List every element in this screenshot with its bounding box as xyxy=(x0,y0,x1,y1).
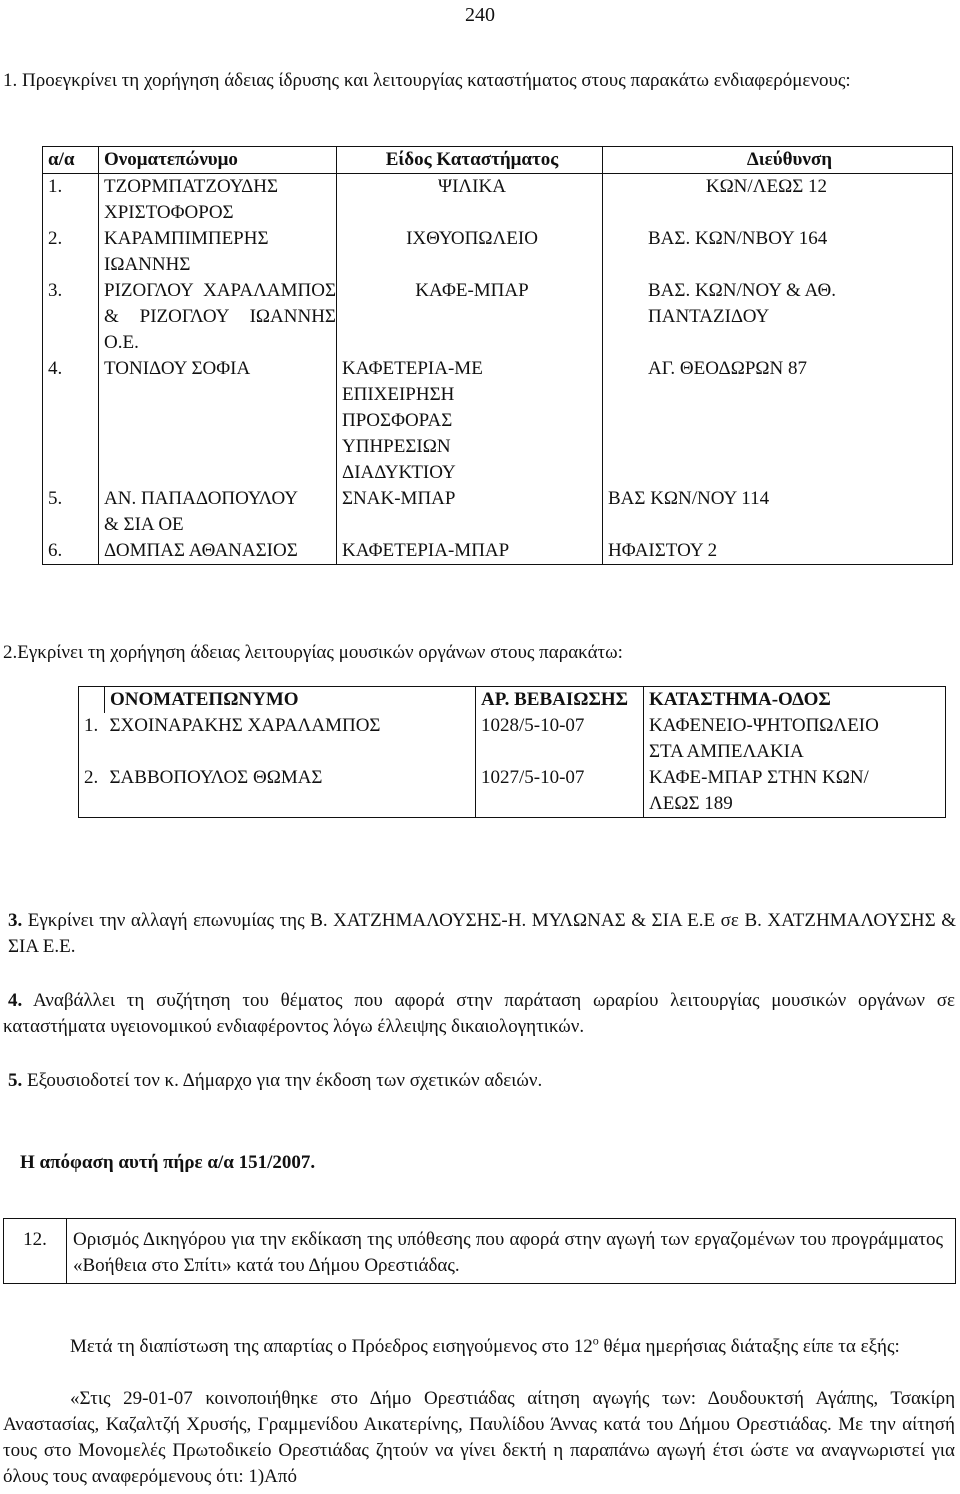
row-num: 2. xyxy=(79,765,105,818)
table-row xyxy=(43,538,953,565)
item-12-table xyxy=(3,1218,956,1284)
table-row xyxy=(43,278,953,356)
row-type: ΙΧΘΥΟΠΩΛΕΙΟ xyxy=(337,226,603,278)
row-address: ΒΑΣ ΚΩΝ/ΝΟΥ 114 xyxy=(603,486,953,538)
row-name: ΣΧΟΙΝΑΡΑΚΗΣ ΧΑΡΑΛΑΜΠΟΣ xyxy=(105,713,476,765)
header-name: Ονοματεπώνυμο xyxy=(99,147,337,174)
row-name: ΑΝ. ΠΑΠΑΔΟΠΟΥΛΟΥ & ΣΙΑ ΟΕ xyxy=(99,486,337,538)
section-1-intro: 1. Προεγκρίνει τη χορήγηση άδειας ίδρυσης και λειτουργίας καταστήματος στους παρακάτω ενδιαφερόμενους: xyxy=(3,70,851,91)
header-type: Είδος Καταστήματος xyxy=(337,147,603,174)
row-name: ΤΟΝΙΔΟΥ ΣΟΦΙΑ xyxy=(99,356,337,486)
row-num: 4. xyxy=(43,356,99,486)
section-5-text: Εξουσιοδοτεί τον κ. Δήμαρχο για την έκδοση των σχετικών αδειών. xyxy=(22,1070,543,1091)
header-cert: ΑΡ. ΒΕΒΑΙΩΣΗΣ xyxy=(476,687,644,714)
header-aa: α/α xyxy=(43,147,99,174)
section-2-intro: 2.Εγκρίνει τη χορήγηση άδειας λειτουργίας μουσικών οργάνων στους παρακάτω: xyxy=(3,642,623,663)
header-num xyxy=(79,687,105,714)
table-row xyxy=(79,713,946,765)
section-3-num: 3. xyxy=(8,910,23,931)
section-3 xyxy=(8,908,956,960)
row-address: ΒΑΣ. ΚΩΝ/ΝΒΟΥ 164 xyxy=(603,226,953,278)
row-name: ΚΑΡΑΜΠΙΜΠΕΡΗΣ ΙΩΑΝΝΗΣ xyxy=(99,226,337,278)
row-num: 5. xyxy=(43,486,99,538)
body-p1-end: θέμα ημερήσιας διάταξης είπε τα εξής: xyxy=(598,1336,900,1357)
item-12-num: 12. xyxy=(4,1219,67,1284)
header-shop: ΚΑΤΑΣΤΗΜΑ-ΟΔΟΣ xyxy=(644,687,946,714)
shop-license-table xyxy=(42,146,953,565)
row-num: 6. xyxy=(43,538,99,565)
body-p1-start: Μετά τη διαπίστωση της απαρτίας ο Πρόεδρος εισηγούμενος στο 12 xyxy=(70,1336,593,1357)
table-row xyxy=(43,356,953,486)
header-address: Διεύθυνση xyxy=(603,147,953,174)
item-12-title: Ορισμός Δικηγόρου για την εκδίκαση της υπόθεσης που αφορά στην αγωγή των εργαζομένων του προγράμματος «Βοήθεια στο Σπίτι» κατά του Δήμου Ορεστιάδας. xyxy=(67,1219,956,1284)
body-paragraph-2: «Στις 29-01-07 κοινοποιήθηκε στο Δήμο Ορεστιάδας αίτηση αγωγής των: Δουδουκτσή Αγάπης, Τσακίρη Αναστασίας, Καζαλτζή Χρυσής, Γραμμενίδου Αικατερίνης, Παυλίδου Άννας κατά του Δήμου Ορεστιάδας. Με την αίτησή τους στο Μονομελές Πρωτοδικείο Ορεστιάδας ζητούν να γίνει δεκτή η παραπάνω αγωγή έτσι ώστε να αναγνωριστεί για όλους τους αναφερόμενους ότι: 1)Από xyxy=(3,1388,955,1487)
row-type: ΚΑΦΕ-ΜΠΑΡ xyxy=(337,278,603,356)
row-shop: ΚΑΦΕΝΕΙΟ-ΨΗΤΟΠΩΛΕΙΟ ΣΤΑ ΑΜΠΕΛΑΚΙΑ xyxy=(644,713,946,765)
page-number: 240 xyxy=(465,4,495,26)
row-shop: ΚΑΦΕ-ΜΠΑΡ ΣΤΗΝ ΚΩΝ/ΛΕΩΣ 189 xyxy=(644,765,946,818)
body-p1-superscript: ο xyxy=(592,1333,599,1348)
row-name: ΔΟΜΠΑΣ ΑΘΑΝΑΣΙΟΣ xyxy=(99,538,337,565)
decision-number: Η απόφαση αυτή πήρε α/α 151/2007. xyxy=(20,1152,316,1173)
section-4-text: Αναβάλλει τη συζήτηση του θέματος που αφορά στην παράταση ωραρίου λειτουργίας μουσικών οργάνων σε καταστήματα υγειονομικού ενδιαφέροντος λόγω έλλειψης δικαιολογητικών. xyxy=(3,990,955,1037)
section-3-text: Εγκρίνει την αλλαγή επωνυμίας της Β. ΧΑΤΖΗΜΑΛΟΥΣΗΣ-Η. ΜΥΛΩΝΑΣ & ΣΙΑ Ε.Ε σε Β. ΧΑΤΖΗΜΑΛΟΥΣΗΣ & ΣΙΑ Ε.Ε. xyxy=(8,910,956,957)
row-type: ΚΑΦΕΤΕΡΙΑ-ΜΕ ΕΠΙΧΕΙΡΗΣΗ ΠΡΟΣΦΟΡΑΣ ΥΠΗΡΕΣΙΩΝ ΔΙΑΔΥΚΤΙΟΥ xyxy=(337,356,603,486)
row-type: ΣΝΑΚ-ΜΠΑΡ xyxy=(337,486,603,538)
row-type: ΚΑΦΕΤΕΡΙΑ-ΜΠΑΡ xyxy=(337,538,603,565)
row-address: ΒΑΣ. ΚΩΝ/ΝΟΥ & ΑΘ. ΠΑΝΤΑΖΙΔΟΥ xyxy=(603,278,953,356)
row-type: ΨΙΛΙΚΑ xyxy=(337,174,603,227)
section-4 xyxy=(3,988,955,1040)
row-cert: 1027/5-10-07 xyxy=(476,765,644,818)
header-fullname: ΟΝΟΜΑΤΕΠΩΝΥΜΟ xyxy=(105,687,476,714)
section-5-num: 5. xyxy=(8,1070,23,1091)
row-num: 3. xyxy=(43,278,99,356)
body-paragraph-1 xyxy=(3,1334,955,1360)
row-num: 1. xyxy=(43,174,99,227)
row-name: ΡΙΖΟΓΛΟΥ ΧΑΡΑΛΑΜΠΟΣ & ΡΙΖΟΓΛΟΥ ΙΩΑΝΝΗΣ Ο.Ε. xyxy=(99,278,337,356)
section-5 xyxy=(8,1068,960,1094)
row-name: ΤΖΟΡΜΠΑΤΖΟΥΔΗΣ ΧΡΙΣΤΟΦΟΡΟΣ xyxy=(99,174,337,227)
row-address: ΑΓ. ΘΕΟΔΩΡΩΝ 87 xyxy=(603,356,953,486)
table-row xyxy=(43,174,953,227)
row-num: 1. xyxy=(79,713,105,765)
table-row xyxy=(79,765,946,818)
row-cert: 1028/5-10-07 xyxy=(476,713,644,765)
music-license-table xyxy=(78,686,946,818)
table-row xyxy=(43,226,953,278)
row-address: ΗΦΑΙΣΤΟΥ 2 xyxy=(603,538,953,565)
row-name: ΣΑΒΒΟΠΟΥΛΟΣ ΘΩΜΑΣ xyxy=(105,765,476,818)
table-row xyxy=(43,486,953,538)
section-4-num: 4. xyxy=(8,990,23,1011)
row-address: ΚΩΝ/ΛΕΩΣ 12 xyxy=(603,174,953,227)
row-num: 2. xyxy=(43,226,99,278)
